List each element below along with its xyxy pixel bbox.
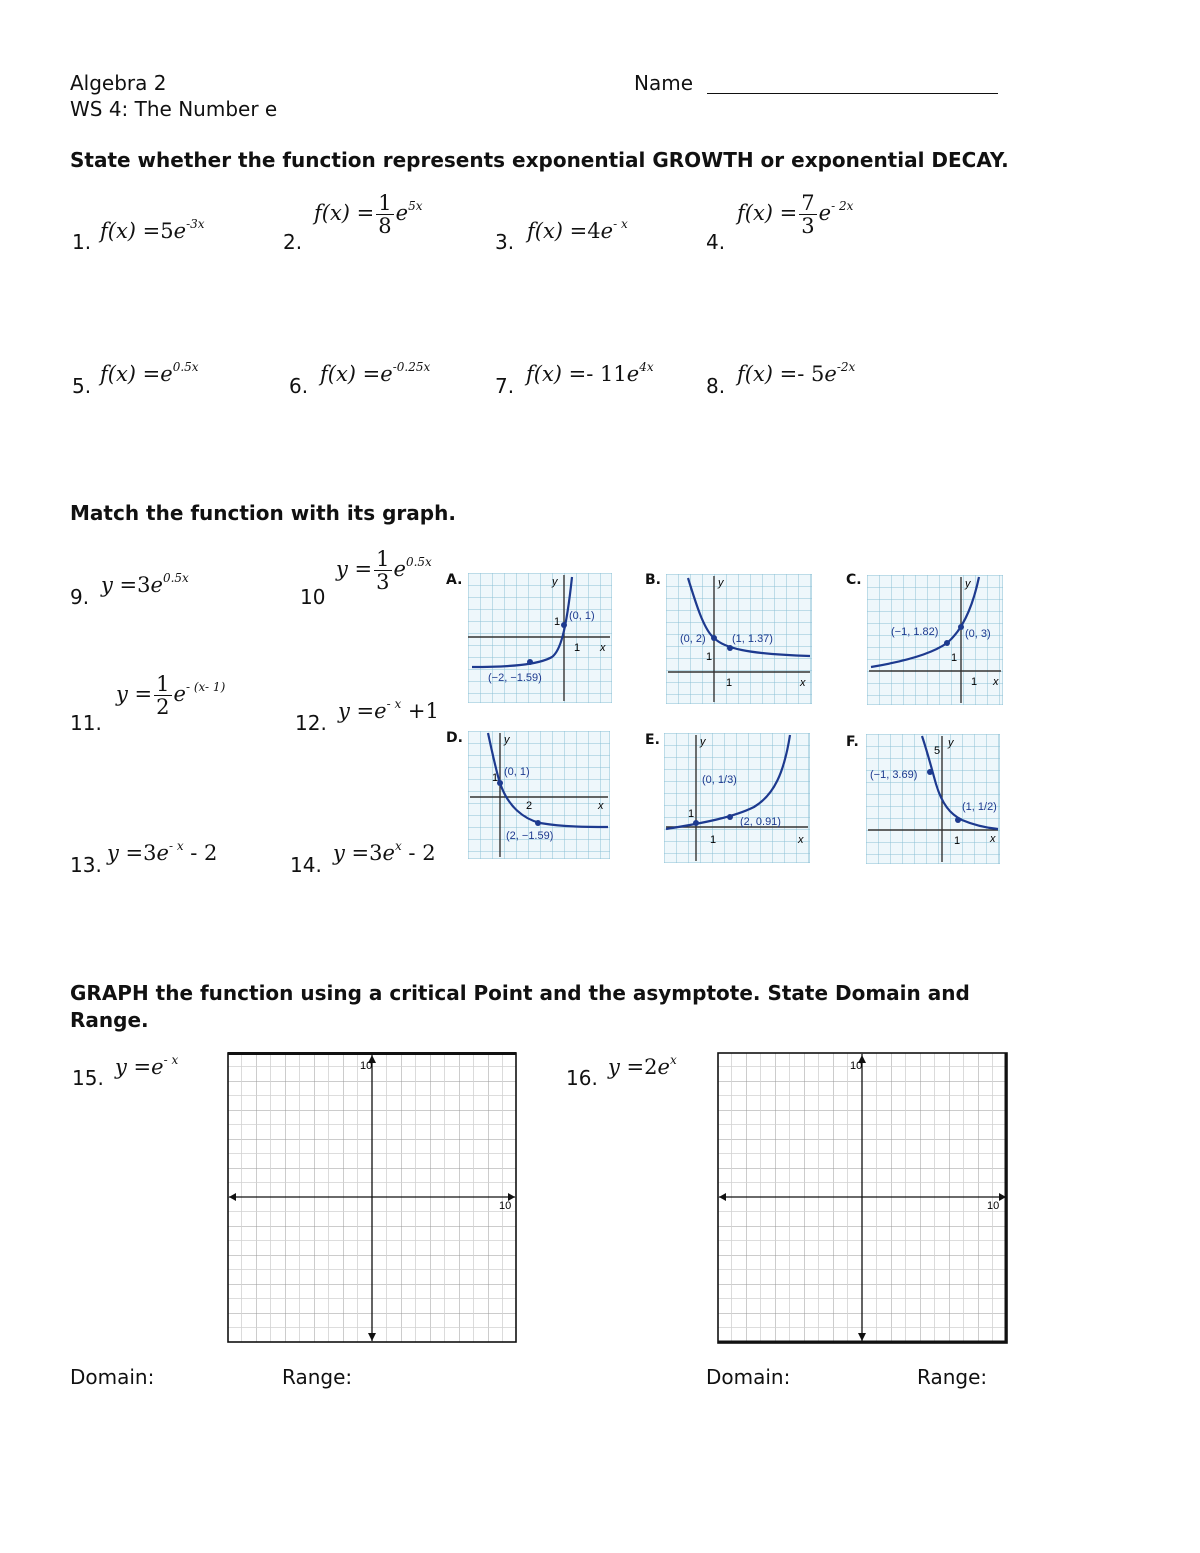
- graph-f-point-1: (−1, 3.69): [870, 769, 918, 781]
- problem-3-number: 3.: [495, 230, 515, 254]
- graph-e-y-label: y: [700, 736, 706, 748]
- graph-e-tick-x: 1: [710, 834, 717, 846]
- graph-b-y-label: y: [718, 577, 724, 589]
- range-label-15: Range:: [282, 1365, 353, 1389]
- name-label: Name: [634, 71, 694, 95]
- graph-c-point-1: (−1, 1.82): [891, 626, 939, 638]
- section1-instruction: State whether the function represents exponential GROWTH or exponential DECAY.: [70, 148, 1009, 172]
- graph-b-point-2: (1, 1.37): [732, 633, 773, 645]
- graph-f-tick-x: 1: [954, 835, 961, 847]
- problem-5-number: 5.: [72, 374, 92, 398]
- graph-e-point-2: (2, 0.91): [740, 816, 781, 828]
- graph-f-x-label: x: [990, 833, 996, 845]
- graph-e-point-1: (0, 1/3): [702, 774, 737, 786]
- problem-12-equation: $y =e^{- x} +1$: [338, 697, 439, 723]
- graph-b-letter: B.: [645, 572, 661, 588]
- problem-10-number: 10: [300, 585, 326, 609]
- problem-7-number: 7.: [495, 374, 515, 398]
- graph-b-point-1: (0, 2): [680, 633, 706, 645]
- domain-label-15: Domain:: [70, 1365, 155, 1389]
- graph-d-point-2: (2, −1.59): [506, 830, 554, 842]
- graph-c-point-2: (0, 3): [965, 628, 991, 640]
- problem-8-number: 8.: [706, 374, 726, 398]
- problem-11-number: 11.: [70, 711, 102, 735]
- problem-11-equation: y = $\frac{1}{2}$ $e^{- (x- 1)}$: [116, 672, 226, 720]
- graph-d-tick-y: 1: [492, 772, 499, 784]
- graph-c-tick-x: 1: [971, 676, 978, 688]
- problem-4-equation: f(x) = $\frac{7}{3}$ $e^{- 2x}$: [737, 191, 854, 239]
- problem-13-number: 13.: [70, 853, 102, 877]
- graph-f-letter: F.: [846, 734, 859, 750]
- graph-a-y-label: y: [552, 576, 558, 588]
- graph-c: [867, 575, 1003, 705]
- course-title: Algebra 2: [70, 71, 167, 95]
- grid-15-y-label: 10: [360, 1060, 373, 1072]
- graph-d-point-1: (0, 1): [504, 766, 530, 778]
- grid-16-y-label: 10: [850, 1060, 863, 1072]
- graph-a-point-2: (−2, −1.59): [488, 672, 542, 684]
- graph-a-tick-y: 1: [554, 616, 561, 628]
- graph-b-tick-x: 1: [726, 677, 733, 689]
- graph-d: [468, 731, 610, 859]
- graph-d-x-label: x: [598, 800, 604, 812]
- problem-16-equation: $y =2e^x$: [608, 1053, 677, 1079]
- section3-instruction-line2: Range.: [70, 1008, 149, 1032]
- grid-16-x-label: 10: [987, 1200, 1000, 1212]
- graph-f-y-label: y: [948, 737, 954, 749]
- problem-6-equation: $f(x) =e^{-0.25x}$: [320, 360, 431, 386]
- graph-f-point-2: (1, 1/2): [962, 801, 997, 813]
- graph-f-tick-y: 5: [934, 745, 941, 757]
- graph-e-x-label: x: [798, 834, 804, 846]
- graph-a: [468, 573, 612, 703]
- problem-13-equation: $y =3e^{- x} - 2$: [107, 839, 218, 865]
- problem-3-equation: $f(x) =4e^{- x}$: [527, 217, 628, 243]
- problem-16-number: 16.: [566, 1066, 598, 1090]
- graph-e-tick-y: 1: [688, 808, 695, 820]
- problem-15-equation: $y =e^{- x}$: [115, 1053, 179, 1079]
- graph-grid-16[interactable]: [717, 1052, 1008, 1344]
- graph-b-tick-y: 1: [706, 651, 713, 663]
- graph-a-letter: A.: [446, 572, 463, 588]
- problem-9-number: 9.: [70, 585, 90, 609]
- worksheet-title: WS 4: The Number e: [70, 97, 278, 121]
- problem-14-number: 14.: [290, 853, 322, 877]
- graph-c-letter: C.: [846, 572, 862, 588]
- grid-15-x-label: 10: [499, 1200, 512, 1212]
- problem-12-number: 12.: [295, 711, 327, 735]
- problem-9-equation: $y =3e^{0.5x}$: [101, 571, 189, 597]
- problem-15-number: 15.: [72, 1066, 104, 1090]
- graph-b-x-label: x: [800, 677, 806, 689]
- graph-a-point-1: (0, 1): [569, 610, 595, 622]
- problem-2-number: 2.: [283, 230, 303, 254]
- problem-10-equation: y = $\frac{1}{3}$ $e^{0.5x}$: [336, 547, 432, 595]
- graph-e-letter: E.: [645, 732, 660, 748]
- graph-c-y-label: y: [965, 578, 971, 590]
- range-label-16: Range:: [917, 1365, 988, 1389]
- domain-label-16: Domain:: [706, 1365, 791, 1389]
- graph-grid-15[interactable]: [227, 1052, 517, 1343]
- problem-14-equation: $y =3e^x - 2$: [333, 839, 436, 865]
- graph-b: [666, 574, 812, 704]
- graph-d-letter: D.: [446, 730, 463, 746]
- graph-d-tick-x: 2: [526, 800, 533, 812]
- section2-instruction: Match the function with its graph.: [70, 501, 456, 525]
- graph-e: [664, 733, 810, 863]
- problem-1-equation: $f(x) =5e^{-3x}$: [100, 217, 205, 243]
- graph-c-tick-y: 1: [951, 652, 958, 664]
- graph-c-x-label: x: [993, 676, 999, 688]
- graph-d-y-label: y: [504, 734, 510, 746]
- problem-6-number: 6.: [289, 374, 309, 398]
- problem-8-equation: $f(x) =- 5e^{-2x}$: [737, 360, 856, 386]
- graph-a-x-label: x: [600, 642, 606, 654]
- problem-4-number: 4.: [706, 230, 726, 254]
- section3-instruction-line1: GRAPH the function using a critical Point and the asymptote. State Domain and: [70, 981, 970, 1005]
- problem-5-equation: $f(x) =e^{0.5x}$: [100, 360, 199, 386]
- problem-7-equation: $f(x) =- 11e^{4x}$: [526, 360, 654, 386]
- problem-2-equation: f(x) = $\frac{1}{8}$ $e^{5x}$: [314, 191, 423, 239]
- graph-a-tick-x: 1: [574, 642, 581, 654]
- problem-1-number: 1.: [72, 230, 92, 254]
- name-line[interactable]: [707, 93, 998, 94]
- graph-f: [866, 734, 1000, 864]
